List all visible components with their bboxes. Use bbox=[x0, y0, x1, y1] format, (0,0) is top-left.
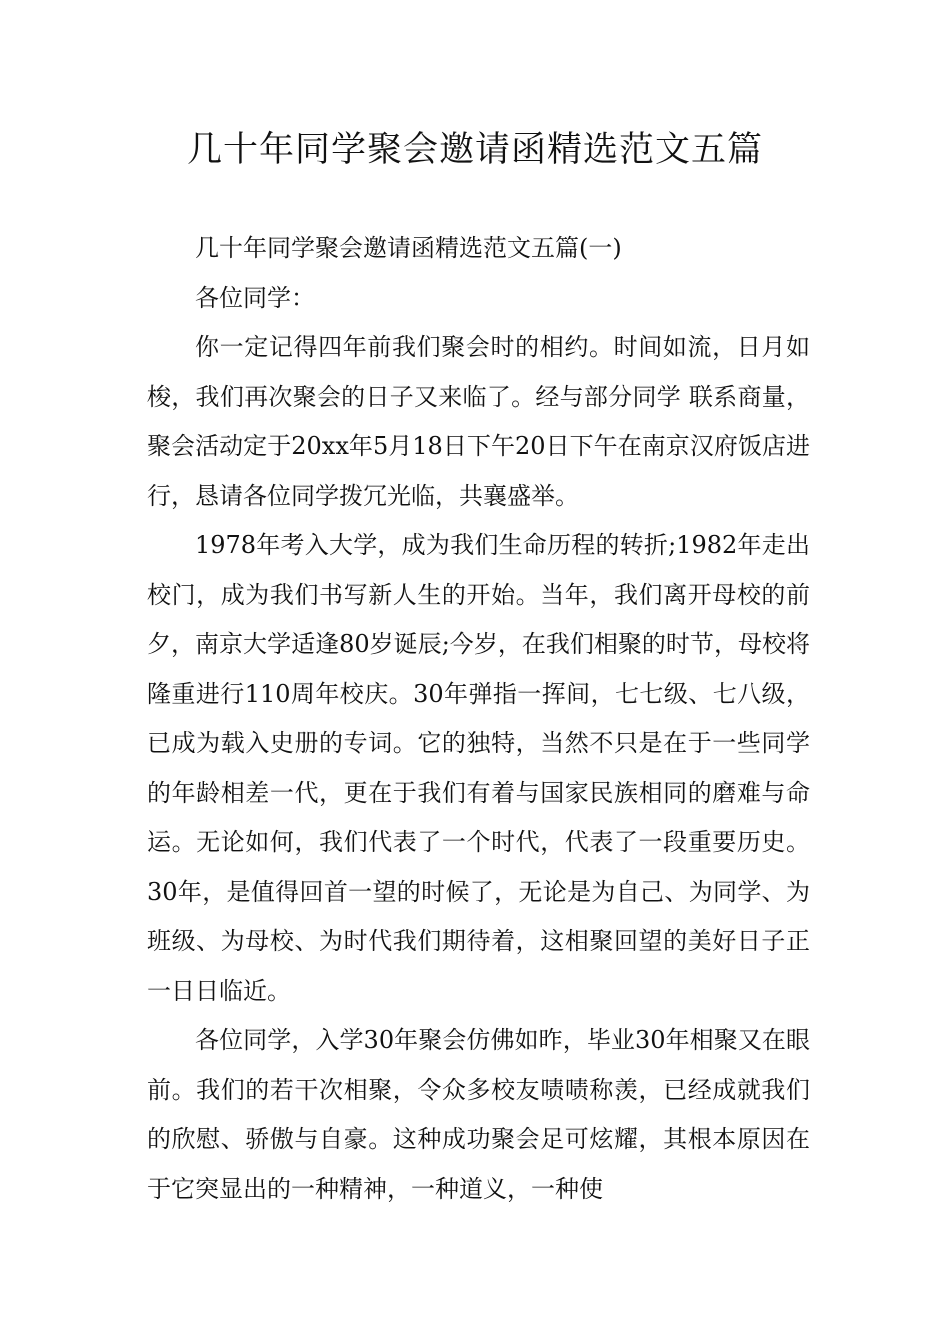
body-paragraph: 1978年考入大学，成为我们生命历程的转折;1982年走出校门，成为我们书写新人生的开始。当年，我们离开母校的前夕，南京大学适逢80岁诞辰;今岁，在我们相聚的时节，母校将隆重进行110周年校庆。30年弹指一挥间，七七级、七八级，已成为载入史册的专词。它的独特，当然不只是在于一些同学的年龄相差一代，更在于我们有着与国家民族相同的磨难与命运。无论如何，我们代表了一个时代，代表了一段重要历史。30年，是值得回首一望的时候了，无论是为自己、为同学、为班级、为母校、为时代我们期待着，这相聚回望的美好日子正一日日临近。 bbox=[147, 531, 810, 1005]
document-title: 几十年同学聚会邀请函精选范文五篇 bbox=[186, 130, 763, 170]
body-paragraph: 你一定记得四年前我们聚会时的相约。时间如流，日月如梭，我们再次聚会的日子又来临了。经与部分同学 联系商量，聚会活动定于20xx年5月18日下午20日下午在南京汉府饭店进行，恳请各位同学拨冗光临，共襄盛举。 bbox=[147, 333, 810, 510]
subtitle-paragraph: 几十年同学聚会邀请函精选范文五篇(一) bbox=[195, 234, 622, 262]
salutation-paragraph: 各位同学： bbox=[195, 283, 315, 312]
document-body bbox=[147, 224, 810, 1214]
body-paragraph: 各位同学，入学30年聚会仿佛如昨，毕业30年相聚又在眼前。我们的若干次相聚，令众多校友啧啧称羡，已经成就我们的欣慰、骄傲与自豪。这种成功聚会足可炫耀，其根本原因在于它突显出的一种精神，一种道义，一种使 bbox=[147, 1026, 810, 1203]
